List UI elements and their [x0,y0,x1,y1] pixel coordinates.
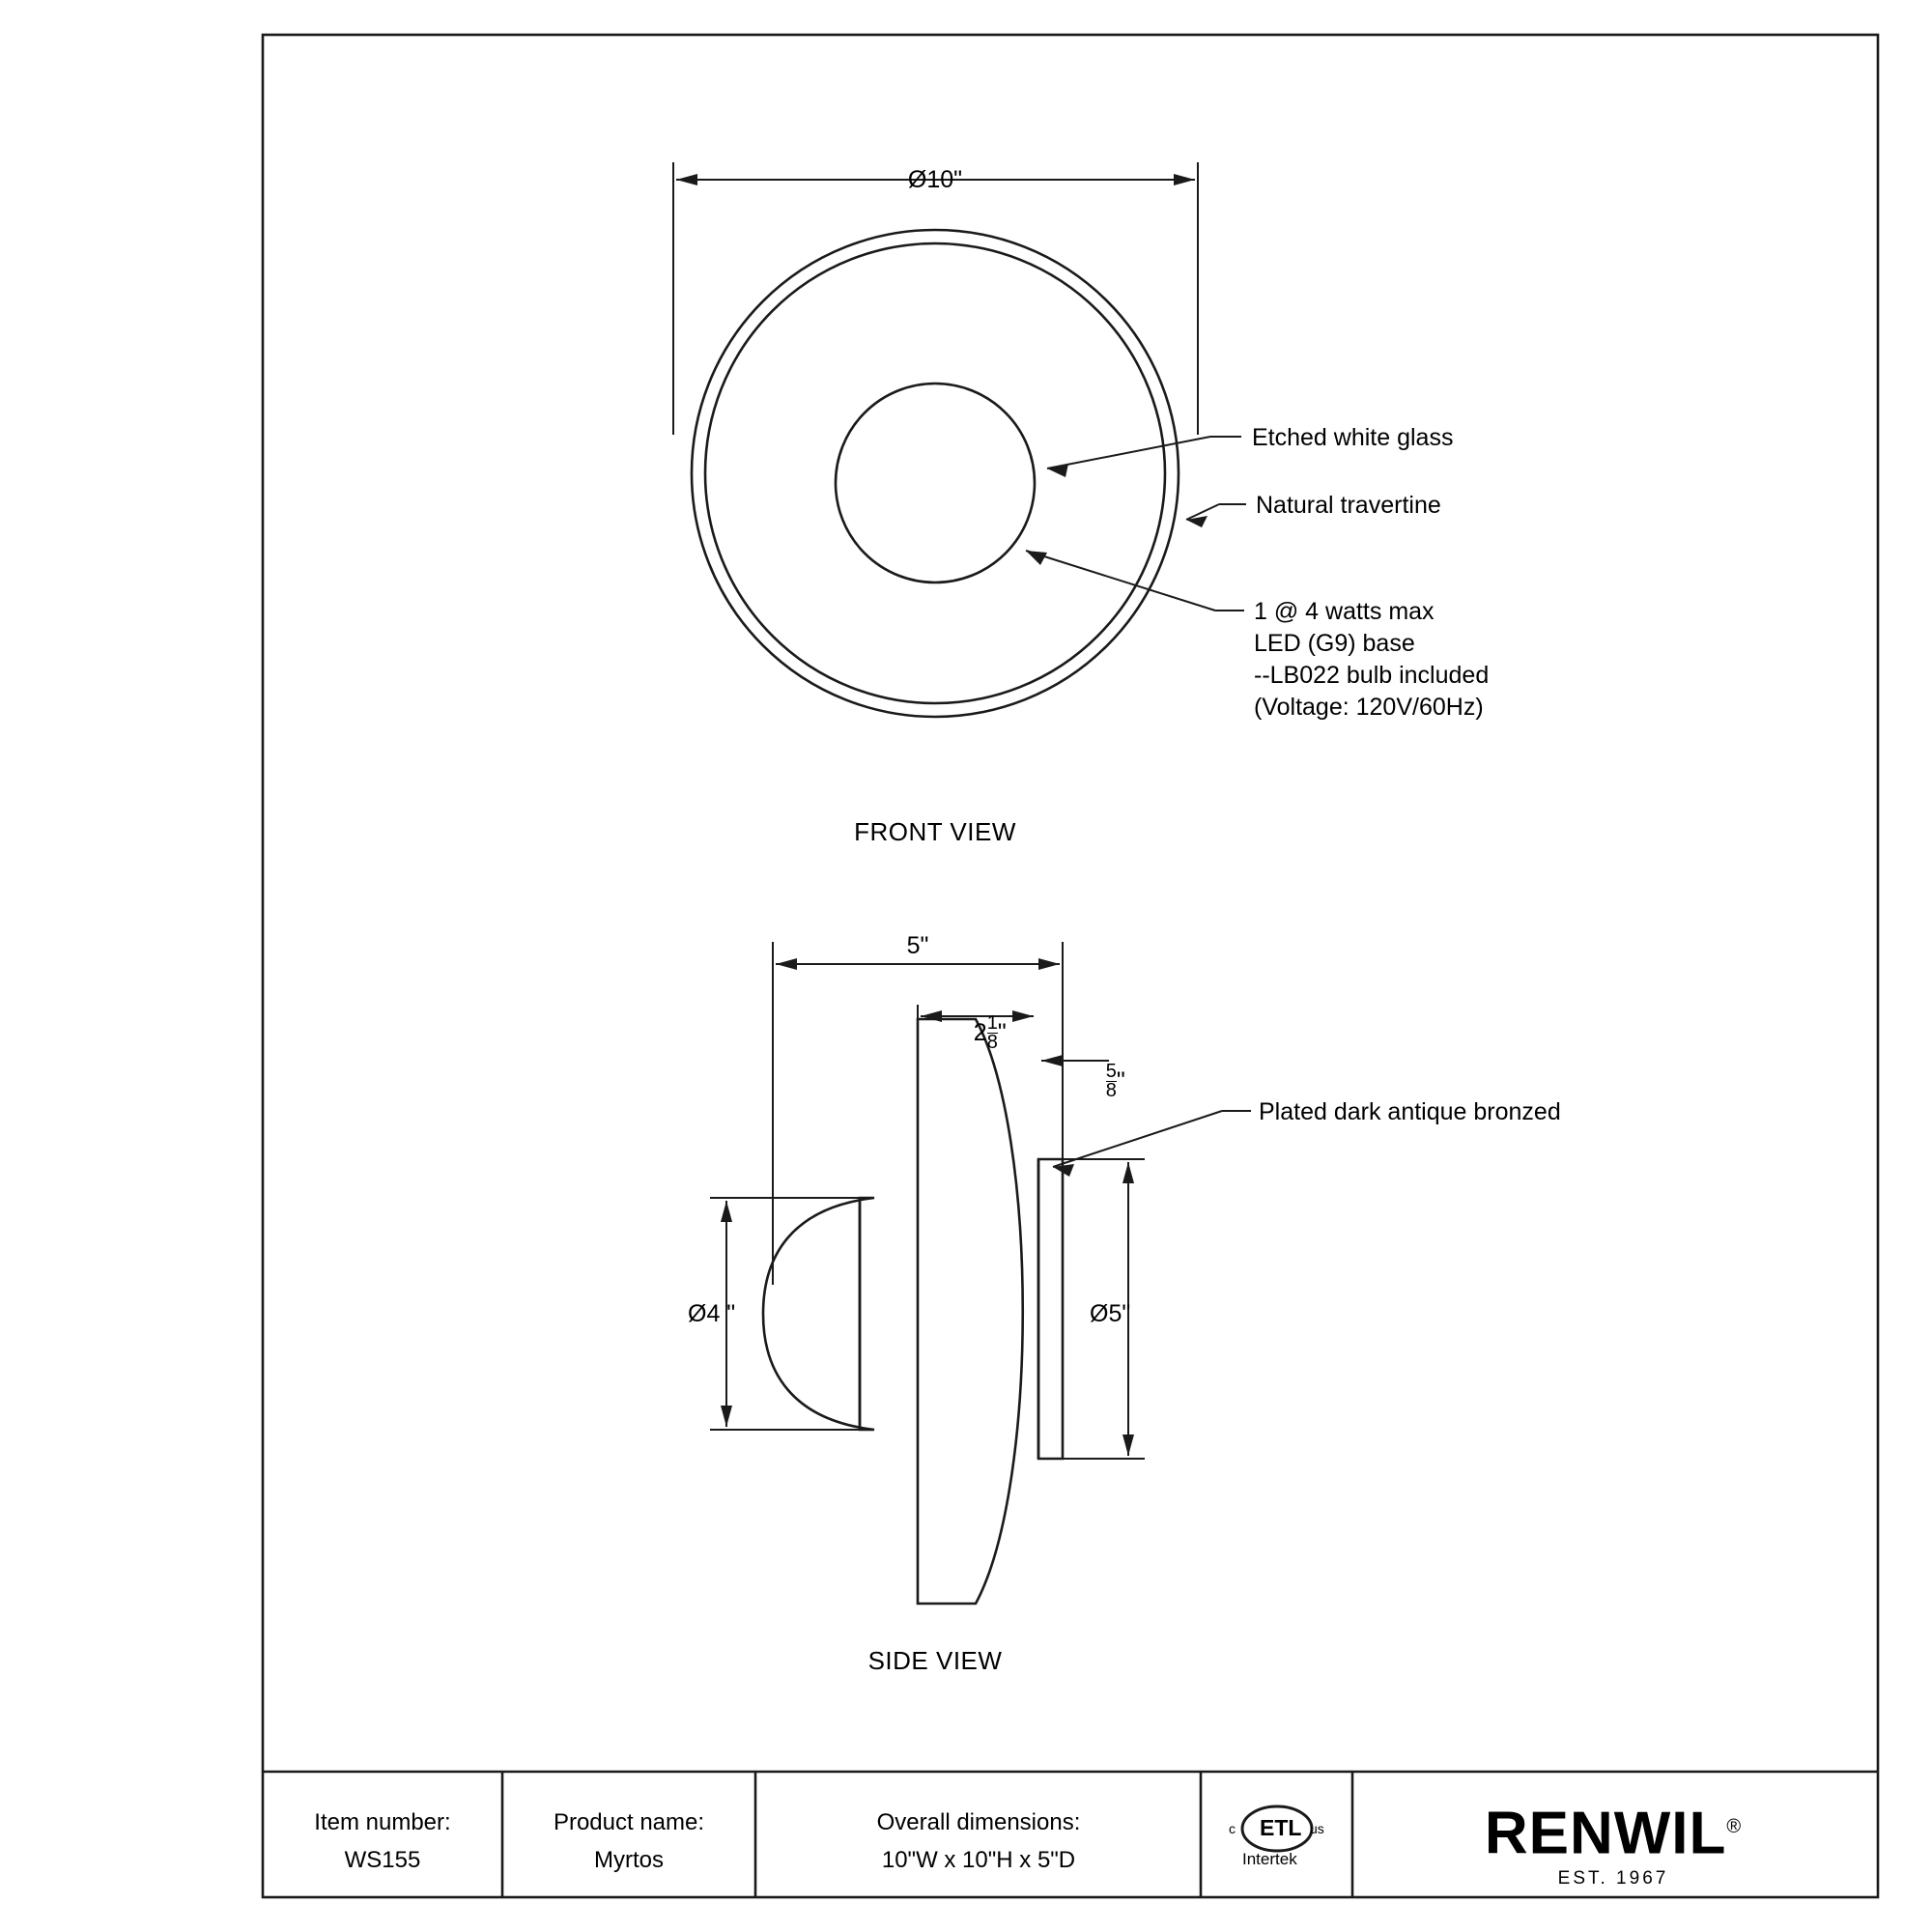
side-projection-whole: 2 [973,1019,987,1047]
side-dome-profile [918,1019,1023,1604]
side-projection-dimension [947,983,1007,1085]
brand-established: EST. 1967 [1557,1867,1669,1889]
front-diameter-dimension: Ø10" [907,166,963,193]
product-name-label: Product name: [553,1809,705,1835]
brand-logo [1410,1797,1816,1889]
product-name-value: Myrtos [594,1847,664,1873]
side-backplate [1038,1159,1063,1459]
front-outer-circle [692,230,1179,717]
brand-name-row [1410,1797,1816,1867]
side-thickness-unit: " [1116,1067,1125,1095]
item-number-label: Item number: [314,1809,451,1835]
side-projection-unit: " [997,1019,1007,1047]
arrow-left [676,174,697,185]
etl-agency: Intertek [1242,1850,1297,1868]
side-projection-fraction: $\frac{1}{8}$ [986,1012,998,1053]
callout-bulb-line-4: (Voltage: 120V/60Hz) [1254,694,1484,721]
side-thickness-dimension [1079,1032,1125,1133]
leader-bulb [1026,551,1215,611]
side-view-label: SIDE VIEW [867,1646,1003,1675]
overall-dimensions-label: Overall dimensions: [876,1809,1081,1835]
item-number-value: WS155 [344,1847,421,1873]
callout-bulb-line-2: LED (G9) base [1254,630,1415,657]
callout-natural-travertine: Natural travertine [1256,492,1441,519]
overall-dimensions-value: 10"W x 10"H x 5"D [881,1847,1076,1873]
front-view-label: FRONT VIEW [854,817,1016,846]
brand-name: RENWIL [1484,1800,1727,1867]
front-globe-circle [836,384,1035,582]
leader-glass [1047,437,1210,469]
sheet-border [263,35,1878,1897]
etl-prefix: c [1229,1821,1236,1836]
etl-suffix: us [1310,1821,1324,1836]
side-globe-diameter-dimension: Ø4 " [688,1300,736,1327]
front-inner-ring [705,243,1165,703]
etl-mark-text: ETL [1260,1815,1302,1840]
brand-registered-mark: ® [1726,1816,1743,1837]
side-thickness-fraction: $\frac{5}{8}$ [1105,1061,1117,1101]
callout-bulb-line-1: 1 @ 4 watts max [1254,598,1435,625]
callout-bulb-line-3: --LB022 bulb included [1254,662,1490,689]
side-globe-profile [763,1198,874,1430]
side-depth-dimension: 5" [906,932,929,959]
side-plate-diameter-dimension: Ø5" [1090,1300,1131,1327]
callout-etched-white-glass: Etched white glass [1252,424,1454,451]
callout-plated-dark-antique-bronzed: Plated dark antique bronzed [1259,1098,1561,1125]
arrow-right [1174,174,1195,185]
